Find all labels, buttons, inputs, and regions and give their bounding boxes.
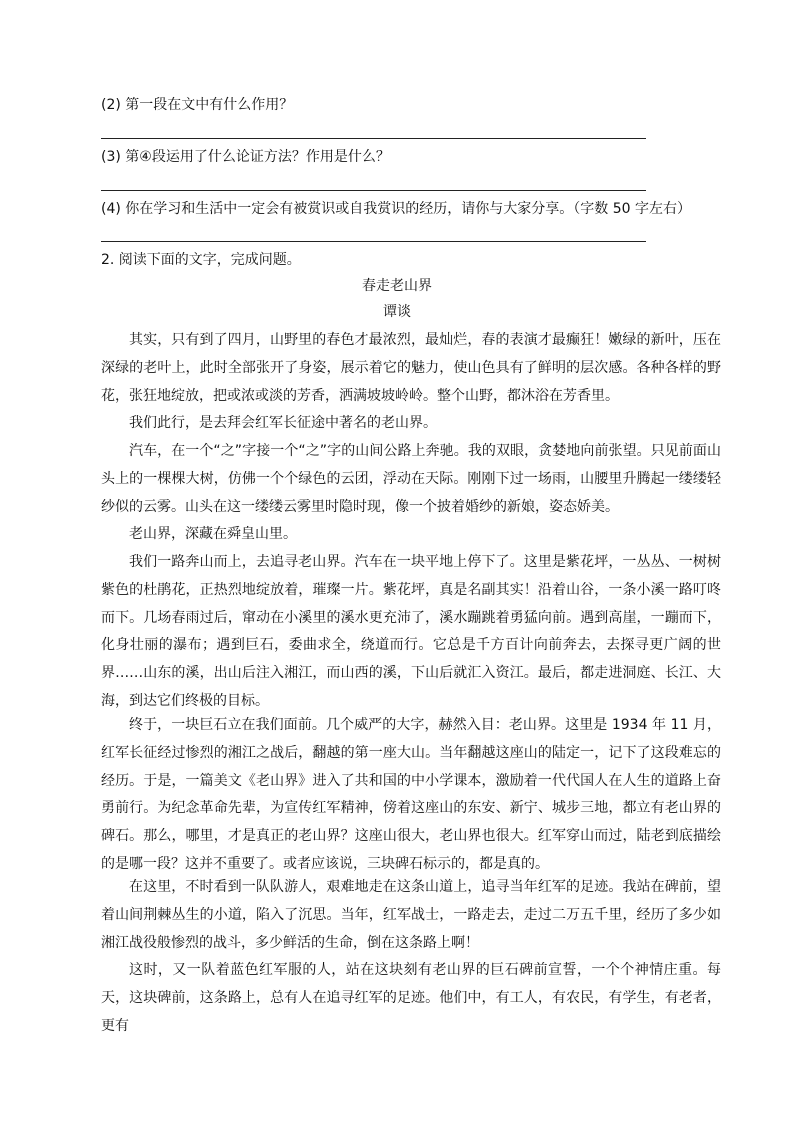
answer-line-3 — [101, 190, 646, 191]
paragraph-7: 在这里，不时看到一队队游人，艰难地走在这条山道上，追寻当年红军的足迹。我站在碑前，望着山间荆棘丛生的小道，陷入了沉思。当年，红军战士，一路走去，走过二万五千里，经历了多少如湘江战役般惨烈的战斗，多少鲜活的生命，倒在这条路上啊！ — [101, 879, 721, 951]
question-3: (3) 第④段运用了什么论证方法？作用是什么？ — [101, 149, 390, 165]
paragraph-2: 我们此行，是去拜会红军长征途中著名的老山界。 — [129, 415, 437, 431]
question-4: (4) 你在学习和生活中一定会有被赏识或自我赏识的经历，请你与大家分享。（字数 50 字左右） — [101, 201, 691, 217]
paragraph-6: 终于，一块巨石立在我们面前。几个威严的大字，赫然入目：老山界。这里是 1934 年 11 月，红军长征经过惨烈的湘江之战后，翻越的第一座大山。当年翻越这座山的陆定一，记下了这段难忘的经历。于是，一篇美文《老山界》进入了共和国的中小学课本，激励着一代代国人在人生的道路上奋勇前行。为纪念革命先辈，为宣传红军精神，傍着这座山的东安、新宁、城步三地，都立有老山界的碑石。那么，哪里，才是真正的老山界？这座山很大，老山界也很大。红军穿山而过，陆老到底描绘的是哪一段？这并不重要了。或者应该说，三块碑石标示的，都是真的。 — [101, 717, 721, 872]
answer-line-2 — [101, 138, 646, 139]
paragraph-3: 汽车，在一个“之”字接一个“之”字的山间公路上奔驰。我的双眼，贪婪地向前张望。只见前面山头上的一棵棵大树，仿佛一个个绿色的云团，浮动在天际。刚刚下过一场雨，山腰里升腾起一缕缕轻纱似的云雾。山头在这一缕缕云雾里时隐时现，像一个披着婚纱的新娘，姿态娇美。 — [101, 443, 721, 515]
paragraph-4: 老山界，深藏在舜皇山里。 — [129, 526, 297, 542]
paragraph-5: 我们一路奔山而上，去追寻老山界。汽车在一块平地上停下了。这里是紫花坪，一丛丛、一树树紫色的杜鹃花，正热烈地绽放着，璀璨一片。紫花坪，真是名副其实！沿着山谷，一条小溪一路叮咚而下。几场春雨过后，窜动在小溪里的溪水更充沛了，溪水蹦跳着勇猛向前。遇到高崖，一蹦而下，化身壮丽的瀑布；遇到巨石，委曲求全，绕道而行。它总是千方百计向前奔去，去探寻更广阔的世界……山东的溪，出山后注入湘江，而山西的溪，下山后就汇入资江。最后，都走进洞庭、长江、大海，到达它们终极的目标。 — [101, 554, 721, 709]
section-2-prompt: 2. 阅读下面的文字，完成问题。 — [101, 252, 301, 268]
question-2: (2) 第一段在文中有什么作用？ — [101, 97, 294, 113]
article-title: 春走老山界 — [362, 278, 432, 294]
answer-line-4 — [101, 241, 646, 242]
paragraph-1: 其实，只有到了四月，山野里的春色才最浓烈，最灿烂，春的表演才最癫狂！嫩绿的新叶，压在深绿的老叶上，此时全部张开了身姿，展示着它的魅力，使山色具有了鲜明的层次感。各种各样的野花，张狂地绽放，把或浓或淡的芳香，洒满坡坡岭岭。整个山野，都沐浴在芳香里。 — [101, 332, 721, 404]
article-author: 谭谈 — [383, 304, 411, 320]
paragraph-8: 这时，又一队着蓝色红军服的人，站在这块刻有老山界的巨石碑前宣誓，一个个神情庄重。每天，这块碑前，这条路上，总有人在追寻红军的足迹。他们中，有工人，有农民，有学生，有老者，更有 — [101, 962, 721, 1034]
